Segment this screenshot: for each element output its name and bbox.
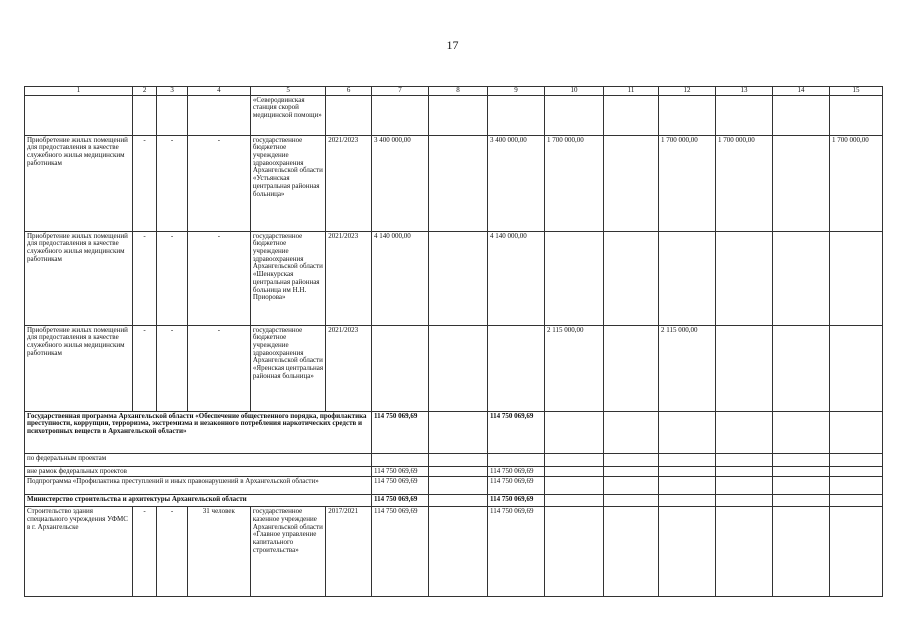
amount-cell-c8 (429, 95, 488, 135)
column-number-14: 14 (772, 87, 829, 96)
amount-cell-c9 (488, 325, 545, 411)
organization-cell: государственное бюджетное учреждение здравоохранения Архангельской области «Яренская центральная районная больница» (250, 325, 325, 411)
empty-cell (545, 495, 604, 507)
period-cell: 2021/2023 (326, 325, 372, 411)
column-number-12: 12 (659, 87, 716, 96)
amount-cell-c14 (772, 231, 829, 325)
amount-cell-c7: 114 750 069,69 (372, 411, 429, 453)
amount-cell-c12 (659, 507, 716, 597)
activity-name-cell: Приобретение жилых помещений для предоставления в качестве служебного жилья медицинским работникам (25, 135, 133, 231)
empty-cell (829, 453, 882, 466)
empty-cell (716, 495, 773, 507)
budget-table (24, 86, 883, 597)
empty-cell (659, 411, 716, 453)
column-number-8: 8 (429, 87, 488, 96)
empty-cell (716, 411, 773, 453)
summary-row (25, 453, 883, 466)
organization-cell: государственное бюджетное учреждение здравоохранения Архангельской области «Шенкурская центральная районная больница им Н.Н. Приорова» (250, 231, 325, 325)
amount-cell-c7 (372, 95, 429, 135)
summary-row (25, 495, 883, 507)
amount-cell-c7 (372, 325, 429, 411)
empty-cell (716, 466, 773, 477)
col-3-cell: - (157, 231, 188, 325)
amount-cell-c15 (829, 231, 882, 325)
empty-cell (829, 466, 882, 477)
empty-cell (829, 477, 882, 495)
amount-cell-c13 (716, 95, 773, 135)
amount-cell-c15 (829, 507, 882, 597)
amount-cell-c13 (716, 325, 773, 411)
column-number-row (25, 87, 883, 96)
amount-cell-c10 (545, 95, 604, 135)
amount-cell-c9 (488, 95, 545, 135)
column-number-6: 6 (326, 87, 372, 96)
empty-cell (604, 453, 659, 466)
col-4-cell: 31 человек (187, 507, 250, 597)
amount-cell-c9: 114 750 069,69 (488, 507, 545, 597)
amount-cell-c11 (604, 325, 659, 411)
amount-cell-c7: 114 750 069,69 (372, 495, 429, 507)
empty-cell (772, 411, 829, 453)
activity-name-cell: Приобретение жилых помещений для предоставления в качестве служебного жилья медицинским работникам (25, 325, 133, 411)
amount-cell-c12 (659, 231, 716, 325)
empty-cell (772, 495, 829, 507)
empty-cell (604, 477, 659, 495)
amount-cell-c7: 114 750 069,69 (372, 466, 429, 477)
period-cell: 2021/2023 (326, 231, 372, 325)
table-row (25, 135, 883, 231)
amount-cell-c8 (429, 135, 488, 231)
table-row (25, 231, 883, 325)
amount-cell-c11 (604, 95, 659, 135)
activity-name-cell (25, 95, 133, 135)
column-number-9: 9 (488, 87, 545, 96)
amount-cell-c10: 2 115 000,00 (545, 325, 604, 411)
amount-cell-c13: 1 700 000,00 (716, 135, 773, 231)
empty-cell (604, 466, 659, 477)
amount-cell-c11 (604, 507, 659, 597)
col-4-cell: - (187, 135, 250, 231)
amount-cell-c8 (429, 466, 488, 477)
empty-cell (659, 466, 716, 477)
col-2-cell: - (132, 135, 156, 231)
empty-cell (829, 411, 882, 453)
col-3-cell: - (157, 507, 188, 597)
empty-cell (716, 453, 773, 466)
page-number: 17 (446, 38, 459, 52)
section-title-cell: Министерство строительства и архитектуры Архангельской области (25, 495, 372, 507)
column-number-15: 15 (829, 87, 882, 96)
amount-cell-c9: 114 750 069,69 (488, 495, 545, 507)
empty-cell (604, 495, 659, 507)
empty-cell (772, 477, 829, 495)
column-number-10: 10 (545, 87, 604, 96)
period-cell: 2017/2021 (326, 507, 372, 597)
amount-cell-c8 (429, 507, 488, 597)
empty-cell (772, 453, 829, 466)
col-2-cell: - (132, 507, 156, 597)
empty-cell (659, 495, 716, 507)
amount-cell-c14 (772, 507, 829, 597)
table-row (25, 325, 883, 411)
amount-cell-c8 (429, 231, 488, 325)
empty-cell (829, 495, 882, 507)
period-cell: 2021/2023 (326, 135, 372, 231)
col-4-cell: - (187, 325, 250, 411)
amount-cell-c7 (372, 453, 429, 466)
amount-cell-c10: 1 700 000,00 (545, 135, 604, 231)
amount-cell-c9: 4 140 000,00 (488, 231, 545, 325)
amount-cell-c10 (545, 507, 604, 597)
amount-cell-c9: 114 750 069,69 (488, 411, 545, 453)
empty-cell (772, 466, 829, 477)
empty-cell (716, 477, 773, 495)
summary-row (25, 477, 883, 495)
empty-cell (604, 411, 659, 453)
summary-row (25, 411, 883, 453)
column-number-11: 11 (604, 87, 659, 96)
organization-cell: «Северодвинская станция скорой медицинской помощи» (250, 95, 325, 135)
col-3-cell (157, 95, 188, 135)
amount-cell-c11 (604, 231, 659, 325)
column-number-3: 3 (157, 87, 188, 96)
amount-cell-c13 (716, 507, 773, 597)
empty-cell (545, 411, 604, 453)
column-number-5: 5 (250, 87, 325, 96)
col-2-cell: - (132, 231, 156, 325)
empty-cell (545, 466, 604, 477)
column-number-4: 4 (187, 87, 250, 96)
amount-cell-c11 (604, 135, 659, 231)
amount-cell-c15 (829, 95, 882, 135)
col-3-cell: - (157, 135, 188, 231)
amount-cell-c8 (429, 411, 488, 453)
amount-cell-c13 (716, 231, 773, 325)
amount-cell-c7: 114 750 069,69 (372, 507, 429, 597)
col-2-cell: - (132, 325, 156, 411)
empty-cell (545, 477, 604, 495)
amount-cell-c7: 3 400 000,00 (372, 135, 429, 231)
column-number-7: 7 (372, 87, 429, 96)
amount-cell-c12 (659, 95, 716, 135)
amount-cell-c8 (429, 453, 488, 466)
section-title-cell: вне рамок федеральных проектов (25, 466, 372, 477)
amount-cell-c10 (545, 231, 604, 325)
amount-cell-c9: 114 750 069,69 (488, 466, 545, 477)
col-4-cell (187, 95, 250, 135)
section-title-cell: Подпрограмма «Профилактика преступлений и иных правонарушений в Архангельской области» (25, 477, 372, 495)
col-2-cell (132, 95, 156, 135)
organization-cell: государственное бюджетное учреждение здравоохранения Архангельской области «Устьянская центральная районная больница» (250, 135, 325, 231)
section-title-cell: Государственная программа Архангельской области «Обеспечение общественного порядка, профилактика преступности, коррупции, терроризма, экстремизма и незаконного потребления наркотических средств и психотропных веществ в Архангельской области» (25, 411, 372, 453)
empty-cell (659, 477, 716, 495)
empty-cell (545, 453, 604, 466)
amount-cell-c14 (772, 95, 829, 135)
amount-cell-c14 (772, 135, 829, 231)
amount-cell-c7: 4 140 000,00 (372, 231, 429, 325)
period-cell (326, 95, 372, 135)
activity-name-cell: Приобретение жилых помещений для предоставления в качестве служебного жилья медицинским работникам (25, 231, 133, 325)
amount-cell-c7: 114 750 069,69 (372, 477, 429, 495)
amount-cell-c15 (829, 325, 882, 411)
amount-cell-c9: 114 750 069,69 (488, 477, 545, 495)
section-title-cell: по федеральным проектам (25, 453, 372, 466)
column-number-1: 1 (25, 87, 133, 96)
empty-cell (659, 453, 716, 466)
column-number-2: 2 (132, 87, 156, 96)
organization-cell: государственное казенное учреждение Архангельской области «Главное управление капитального строительства» (250, 507, 325, 597)
activity-name-cell: Строительство здания специального учреждения УФМС в г. Архангельске (25, 507, 133, 597)
column-number-13: 13 (716, 87, 773, 96)
amount-cell-c9 (488, 453, 545, 466)
amount-cell-c12: 2 115 000,00 (659, 325, 716, 411)
amount-cell-c8 (429, 325, 488, 411)
amount-cell-c12: 1 700 000,00 (659, 135, 716, 231)
col-4-cell: - (187, 231, 250, 325)
amount-cell-c8 (429, 477, 488, 495)
table-row (25, 95, 883, 135)
amount-cell-c15: 1 700 000,00 (829, 135, 882, 231)
amount-cell-c8 (429, 495, 488, 507)
col-3-cell: - (157, 325, 188, 411)
amount-cell-c9: 3 400 000,00 (488, 135, 545, 231)
amount-cell-c14 (772, 325, 829, 411)
table-row (25, 507, 883, 597)
summary-row (25, 466, 883, 477)
